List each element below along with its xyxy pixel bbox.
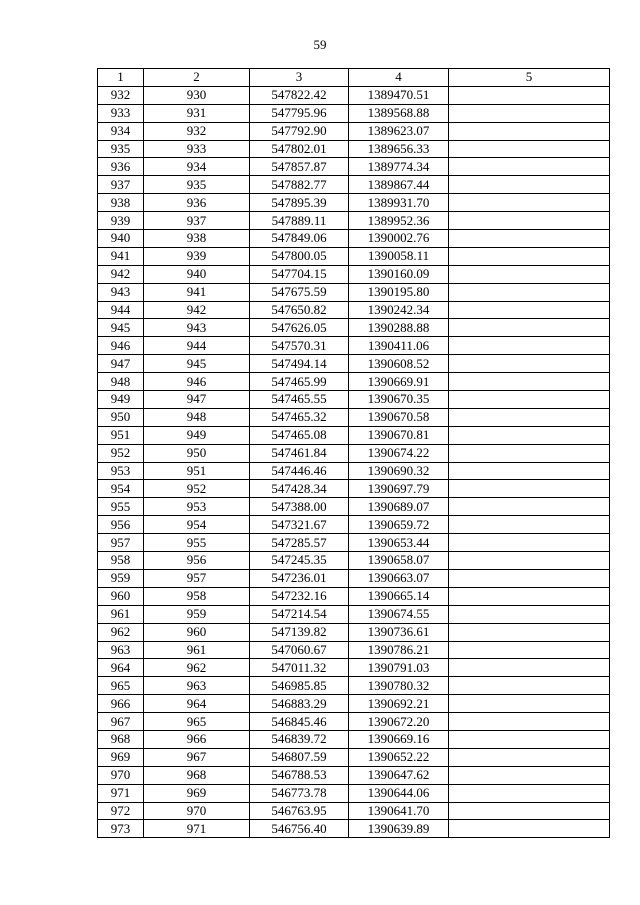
table-row bbox=[98, 498, 610, 516]
table-cell-col3: 547570.31 bbox=[250, 337, 349, 355]
table-row bbox=[98, 605, 610, 623]
table-cell-col5 bbox=[449, 230, 610, 248]
table-row bbox=[98, 802, 610, 820]
table-cell-col2: 962 bbox=[144, 659, 250, 677]
table-row bbox=[98, 122, 610, 140]
table-cell-col3: 546788.53 bbox=[250, 766, 349, 784]
table-cell-col2: 937 bbox=[144, 212, 250, 230]
table-cell-col5 bbox=[449, 730, 610, 748]
table-cell-col2: 933 bbox=[144, 140, 250, 158]
table-cell-col5 bbox=[449, 552, 610, 570]
table-cell-col2: 951 bbox=[144, 462, 250, 480]
table-cell-col3: 547895.39 bbox=[250, 194, 349, 212]
table-cell-col5 bbox=[449, 408, 610, 426]
table-cell-col2: 942 bbox=[144, 301, 250, 319]
table-cell-col1: 965 bbox=[98, 677, 144, 695]
table-cell-col4: 1389867.44 bbox=[349, 176, 449, 194]
table-cell-col5 bbox=[449, 802, 610, 820]
table-cell-col4: 1390608.52 bbox=[349, 355, 449, 373]
table-cell-col1: 939 bbox=[98, 212, 144, 230]
table-cell-col1: 957 bbox=[98, 534, 144, 552]
table-cell-col3: 546756.40 bbox=[250, 820, 349, 838]
table-cell-col2: 934 bbox=[144, 158, 250, 176]
table-cell-col3: 547795.96 bbox=[250, 104, 349, 122]
table-cell-col4: 1390652.22 bbox=[349, 748, 449, 766]
table-cell-col4: 1389623.07 bbox=[349, 122, 449, 140]
table-cell-col3: 547465.32 bbox=[250, 408, 349, 426]
table-row bbox=[98, 766, 610, 784]
header-cell-3: 3 bbox=[250, 69, 349, 87]
table-cell-col4: 1390690.32 bbox=[349, 462, 449, 480]
table-cell-col2: 971 bbox=[144, 820, 250, 838]
table-cell-col5 bbox=[449, 265, 610, 283]
table-cell-col4: 1390002.76 bbox=[349, 230, 449, 248]
table-cell-col4: 1390195.80 bbox=[349, 283, 449, 301]
table-cell-col3: 546883.29 bbox=[250, 695, 349, 713]
table-cell-col3: 547800.05 bbox=[250, 247, 349, 265]
table-cell-col3: 547446.46 bbox=[250, 462, 349, 480]
table-cell-col3: 547011.32 bbox=[250, 659, 349, 677]
table-cell-col3: 547285.57 bbox=[250, 534, 349, 552]
table-cell-col5 bbox=[449, 659, 610, 677]
table-row bbox=[98, 623, 610, 641]
table-cell-col4: 1390242.34 bbox=[349, 301, 449, 319]
table-cell-col1: 946 bbox=[98, 337, 144, 355]
table-cell-col4: 1390647.62 bbox=[349, 766, 449, 784]
table-cell-col3: 547428.34 bbox=[250, 480, 349, 498]
table-cell-col4: 1390692.21 bbox=[349, 695, 449, 713]
table-cell-col5 bbox=[449, 247, 610, 265]
table-row bbox=[98, 408, 610, 426]
table-cell-col5 bbox=[449, 569, 610, 587]
table-cell-col3: 547388.00 bbox=[250, 498, 349, 516]
table-cell-col1: 952 bbox=[98, 444, 144, 462]
table-cell-col4: 1390697.79 bbox=[349, 480, 449, 498]
table-cell-col3: 546807.59 bbox=[250, 748, 349, 766]
table-cell-col3: 547857.87 bbox=[250, 158, 349, 176]
table-cell-col3: 547792.90 bbox=[250, 122, 349, 140]
table-cell-col4: 1390653.44 bbox=[349, 534, 449, 552]
table-cell-col2: 963 bbox=[144, 677, 250, 695]
table-cell-col4: 1389470.51 bbox=[349, 86, 449, 104]
table-cell-col2: 970 bbox=[144, 802, 250, 820]
table-cell-col4: 1389952.36 bbox=[349, 212, 449, 230]
table-row bbox=[98, 104, 610, 122]
table-row bbox=[98, 695, 610, 713]
table-cell-col5 bbox=[449, 695, 610, 713]
table-cell-col5 bbox=[449, 122, 610, 140]
table-row bbox=[98, 337, 610, 355]
table-cell-col4: 1390786.21 bbox=[349, 641, 449, 659]
header-row bbox=[98, 69, 610, 87]
table-cell-col1: 948 bbox=[98, 373, 144, 391]
table-row bbox=[98, 140, 610, 158]
table-cell-col2: 950 bbox=[144, 444, 250, 462]
table-row bbox=[98, 86, 610, 104]
table-cell-col1: 954 bbox=[98, 480, 144, 498]
table-cell-col1: 953 bbox=[98, 462, 144, 480]
table-row bbox=[98, 677, 610, 695]
table-cell-col4: 1390672.20 bbox=[349, 713, 449, 731]
table-cell-col1: 945 bbox=[98, 319, 144, 337]
table-row bbox=[98, 212, 610, 230]
table-cell-col2: 967 bbox=[144, 748, 250, 766]
table-cell-col3: 547060.67 bbox=[250, 641, 349, 659]
table-cell-col5 bbox=[449, 713, 610, 731]
table-row bbox=[98, 641, 610, 659]
table-cell-col1: 938 bbox=[98, 194, 144, 212]
table-body bbox=[98, 86, 610, 837]
table-cell-col3: 547675.59 bbox=[250, 283, 349, 301]
table-row bbox=[98, 265, 610, 283]
table-row bbox=[98, 247, 610, 265]
table-cell-col1: 956 bbox=[98, 516, 144, 534]
table-row bbox=[98, 730, 610, 748]
table-cell-col2: 954 bbox=[144, 516, 250, 534]
table-cell-col4: 1389656.33 bbox=[349, 140, 449, 158]
table-cell-col4: 1390411.06 bbox=[349, 337, 449, 355]
table-cell-col5 bbox=[449, 766, 610, 784]
header-cell-2: 2 bbox=[144, 69, 250, 87]
table-cell-col1: 949 bbox=[98, 391, 144, 409]
table-cell-col3: 547321.67 bbox=[250, 516, 349, 534]
table-cell-col3: 547245.35 bbox=[250, 552, 349, 570]
table-cell-col3: 547461.84 bbox=[250, 444, 349, 462]
table-row bbox=[98, 462, 610, 480]
table-cell-col5 bbox=[449, 158, 610, 176]
table-cell-col2: 935 bbox=[144, 176, 250, 194]
table-cell-col5 bbox=[449, 104, 610, 122]
table-row bbox=[98, 355, 610, 373]
table-cell-col4: 1390780.32 bbox=[349, 677, 449, 695]
table-cell-col2: 936 bbox=[144, 194, 250, 212]
table-row bbox=[98, 176, 610, 194]
table-cell-col3: 546845.46 bbox=[250, 713, 349, 731]
table-cell-col2: 932 bbox=[144, 122, 250, 140]
table-cell-col1: 961 bbox=[98, 605, 144, 623]
table-cell-col4: 1390670.35 bbox=[349, 391, 449, 409]
table-row bbox=[98, 391, 610, 409]
table-cell-col2: 959 bbox=[144, 605, 250, 623]
table-row bbox=[98, 194, 610, 212]
table-cell-col5 bbox=[449, 283, 610, 301]
table-cell-col2: 969 bbox=[144, 784, 250, 802]
table-cell-col5 bbox=[449, 176, 610, 194]
table-cell-col4: 1390658.07 bbox=[349, 552, 449, 570]
table-cell-col3: 546773.78 bbox=[250, 784, 349, 802]
table-cell-col3: 547802.01 bbox=[250, 140, 349, 158]
table-cell-col2: 966 bbox=[144, 730, 250, 748]
table-cell-col1: 964 bbox=[98, 659, 144, 677]
table-cell-col1: 935 bbox=[98, 140, 144, 158]
table-cell-col5 bbox=[449, 444, 610, 462]
table-cell-col4: 1390669.16 bbox=[349, 730, 449, 748]
table-cell-col1: 971 bbox=[98, 784, 144, 802]
table-row bbox=[98, 659, 610, 677]
table-cell-col2: 938 bbox=[144, 230, 250, 248]
table-cell-col3: 546763.95 bbox=[250, 802, 349, 820]
table-cell-col1: 959 bbox=[98, 569, 144, 587]
table-cell-col3: 547465.99 bbox=[250, 373, 349, 391]
table-row bbox=[98, 283, 610, 301]
table-row bbox=[98, 569, 610, 587]
table-row bbox=[98, 319, 610, 337]
table-cell-col3: 547465.08 bbox=[250, 426, 349, 444]
table-cell-col2: 957 bbox=[144, 569, 250, 587]
table-cell-col2: 948 bbox=[144, 408, 250, 426]
table-cell-col5 bbox=[449, 426, 610, 444]
table-cell-col4: 1390669.91 bbox=[349, 373, 449, 391]
table-cell-col1: 960 bbox=[98, 587, 144, 605]
table-cell-col3: 547139.82 bbox=[250, 623, 349, 641]
table-cell-col3: 547704.15 bbox=[250, 265, 349, 283]
table-cell-col1: 932 bbox=[98, 86, 144, 104]
table-cell-col4: 1390791.03 bbox=[349, 659, 449, 677]
table-row bbox=[98, 426, 610, 444]
table-cell-col1: 966 bbox=[98, 695, 144, 713]
table-cell-col3: 547822.42 bbox=[250, 86, 349, 104]
table-cell-col2: 941 bbox=[144, 283, 250, 301]
table-cell-col2: 930 bbox=[144, 86, 250, 104]
table-cell-col1: 941 bbox=[98, 247, 144, 265]
table-cell-col2: 955 bbox=[144, 534, 250, 552]
table-cell-col3: 547849.06 bbox=[250, 230, 349, 248]
table-row bbox=[98, 784, 610, 802]
table-cell-col3: 547882.77 bbox=[250, 176, 349, 194]
table-cell-col1: 933 bbox=[98, 104, 144, 122]
table-cell-col2: 945 bbox=[144, 355, 250, 373]
table-row bbox=[98, 444, 610, 462]
table-cell-col1: 972 bbox=[98, 802, 144, 820]
table-cell-col4: 1390659.72 bbox=[349, 516, 449, 534]
table-cell-col2: 939 bbox=[144, 247, 250, 265]
table-cell-col3: 547214.54 bbox=[250, 605, 349, 623]
table-cell-col1: 963 bbox=[98, 641, 144, 659]
table-cell-col3: 547626.05 bbox=[250, 319, 349, 337]
table-row bbox=[98, 158, 610, 176]
table-row bbox=[98, 552, 610, 570]
table-cell-col3: 547232.16 bbox=[250, 587, 349, 605]
table-cell-col5 bbox=[449, 820, 610, 838]
table-cell-col2: 952 bbox=[144, 480, 250, 498]
table-cell-col5 bbox=[449, 605, 610, 623]
table-cell-col1: 942 bbox=[98, 265, 144, 283]
table-cell-col3: 547889.11 bbox=[250, 212, 349, 230]
coordinates-table bbox=[97, 68, 610, 838]
table-cell-col4: 1389931.70 bbox=[349, 194, 449, 212]
table-header bbox=[98, 69, 610, 87]
table-cell-col5 bbox=[449, 373, 610, 391]
table-cell-col2: 949 bbox=[144, 426, 250, 444]
table-row bbox=[98, 534, 610, 552]
table-cell-col1: 936 bbox=[98, 158, 144, 176]
table-cell-col2: 964 bbox=[144, 695, 250, 713]
table-cell-col4: 1390736.61 bbox=[349, 623, 449, 641]
table-cell-col3: 546985.85 bbox=[250, 677, 349, 695]
table-cell-col4: 1390644.06 bbox=[349, 784, 449, 802]
table-cell-col5 bbox=[449, 641, 610, 659]
table-cell-col2: 943 bbox=[144, 319, 250, 337]
table-cell-col5 bbox=[449, 391, 610, 409]
table-cell-col5 bbox=[449, 498, 610, 516]
header-cell-4: 4 bbox=[349, 69, 449, 87]
table-cell-col2: 961 bbox=[144, 641, 250, 659]
table-row bbox=[98, 480, 610, 498]
table-cell-col3: 547465.55 bbox=[250, 391, 349, 409]
table-cell-col1: 950 bbox=[98, 408, 144, 426]
header-cell-1: 1 bbox=[98, 69, 144, 87]
table-cell-col3: 546839.72 bbox=[250, 730, 349, 748]
table-cell-col4: 1390665.14 bbox=[349, 587, 449, 605]
table-cell-col4: 1389774.34 bbox=[349, 158, 449, 176]
table-cell-col1: 937 bbox=[98, 176, 144, 194]
table-cell-col5 bbox=[449, 194, 610, 212]
table-cell-col5 bbox=[449, 462, 610, 480]
table-cell-col4: 1390670.81 bbox=[349, 426, 449, 444]
table-cell-col2: 940 bbox=[144, 265, 250, 283]
table-cell-col3: 547236.01 bbox=[250, 569, 349, 587]
table-cell-col1: 968 bbox=[98, 730, 144, 748]
table-row bbox=[98, 820, 610, 838]
table-cell-col5 bbox=[449, 784, 610, 802]
table-cell-col1: 944 bbox=[98, 301, 144, 319]
table-row bbox=[98, 748, 610, 766]
table-cell-col1: 943 bbox=[98, 283, 144, 301]
table-row bbox=[98, 587, 610, 605]
table-cell-col1: 970 bbox=[98, 766, 144, 784]
table-cell-col2: 931 bbox=[144, 104, 250, 122]
table-cell-col4: 1390663.07 bbox=[349, 569, 449, 587]
table-row bbox=[98, 230, 610, 248]
table-cell-col2: 968 bbox=[144, 766, 250, 784]
table-cell-col3: 547650.82 bbox=[250, 301, 349, 319]
table-cell-col4: 1390288.88 bbox=[349, 319, 449, 337]
table-cell-col5 bbox=[449, 748, 610, 766]
table-cell-col4: 1390058.11 bbox=[349, 247, 449, 265]
table-cell-col2: 946 bbox=[144, 373, 250, 391]
header-cell-5: 5 bbox=[449, 69, 610, 87]
table-cell-col5 bbox=[449, 587, 610, 605]
table-cell-col3: 547494.14 bbox=[250, 355, 349, 373]
table-cell-col1: 955 bbox=[98, 498, 144, 516]
table-cell-col5 bbox=[449, 86, 610, 104]
table-cell-col1: 969 bbox=[98, 748, 144, 766]
table-row bbox=[98, 713, 610, 731]
table-cell-col4: 1390160.09 bbox=[349, 265, 449, 283]
table-cell-col4: 1389568.88 bbox=[349, 104, 449, 122]
table-cell-col4: 1390639.89 bbox=[349, 820, 449, 838]
table-row bbox=[98, 373, 610, 391]
table-cell-col5 bbox=[449, 301, 610, 319]
table-cell-col1: 962 bbox=[98, 623, 144, 641]
table-cell-col1: 940 bbox=[98, 230, 144, 248]
table-cell-col5 bbox=[449, 140, 610, 158]
table-row bbox=[98, 516, 610, 534]
table-cell-col5 bbox=[449, 319, 610, 337]
table-cell-col2: 958 bbox=[144, 587, 250, 605]
table-cell-col1: 958 bbox=[98, 552, 144, 570]
table-cell-col5 bbox=[449, 677, 610, 695]
table-cell-col2: 944 bbox=[144, 337, 250, 355]
table-cell-col5 bbox=[449, 516, 610, 534]
table-cell-col1: 934 bbox=[98, 122, 144, 140]
table-cell-col5 bbox=[449, 212, 610, 230]
table-cell-col5 bbox=[449, 623, 610, 641]
table-cell-col1: 967 bbox=[98, 713, 144, 731]
table-cell-col5 bbox=[449, 355, 610, 373]
table-cell-col5 bbox=[449, 534, 610, 552]
table-cell-col2: 956 bbox=[144, 552, 250, 570]
page-number: 59 bbox=[313, 37, 327, 52]
table-cell-col1: 951 bbox=[98, 426, 144, 444]
table-cell-col2: 953 bbox=[144, 498, 250, 516]
table-cell-col1: 947 bbox=[98, 355, 144, 373]
table-row bbox=[98, 301, 610, 319]
table-cell-col4: 1390641.70 bbox=[349, 802, 449, 820]
table-cell-col4: 1390670.58 bbox=[349, 408, 449, 426]
table-cell-col5 bbox=[449, 337, 610, 355]
table-cell-col4: 1390674.55 bbox=[349, 605, 449, 623]
table-cell-col2: 965 bbox=[144, 713, 250, 731]
table-cell-col4: 1390689.07 bbox=[349, 498, 449, 516]
table-cell-col1: 973 bbox=[98, 820, 144, 838]
table-cell-col5 bbox=[449, 480, 610, 498]
table-cell-col2: 947 bbox=[144, 391, 250, 409]
table-cell-col2: 960 bbox=[144, 623, 250, 641]
table-cell-col4: 1390674.22 bbox=[349, 444, 449, 462]
